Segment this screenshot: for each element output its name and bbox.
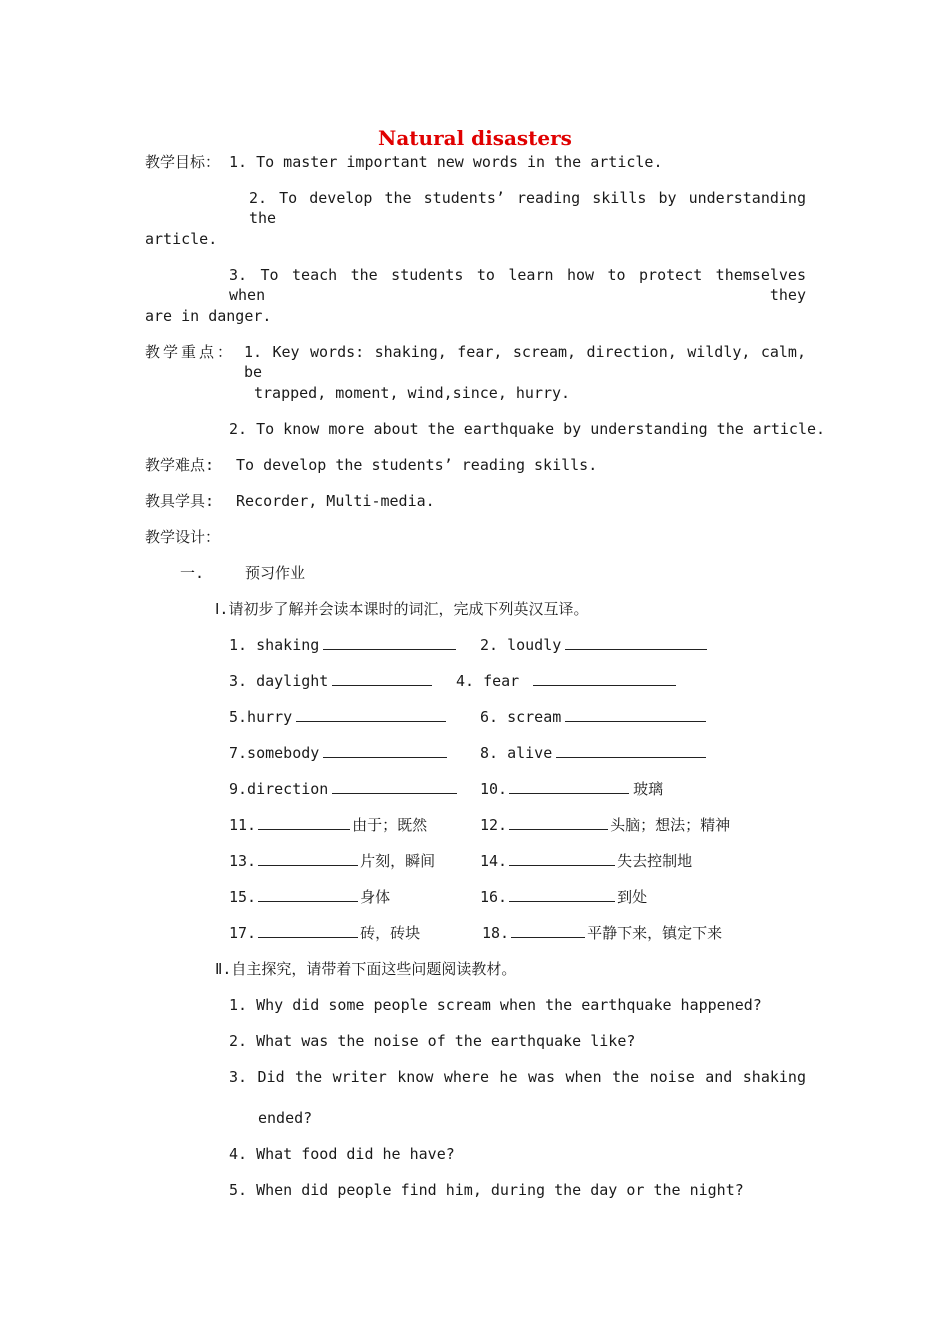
answer-blank[interactable] (332, 779, 457, 794)
vocab-item-2: 2. loudly (480, 635, 711, 655)
section-1-number: 一. (180, 564, 205, 582)
key-points-label: 教学重点： (145, 343, 236, 361)
vocab-item-14: 14. 失去控制地 (480, 852, 693, 870)
objective-1: 1. To master important new words in the article. (229, 153, 663, 171)
section-1-title: 预习作业 (245, 564, 306, 582)
key-points-line-1: 1. Key words: shaking, fear, scream, direction, wildly, calm, be (244, 343, 806, 381)
difficulties-label: 教学难点: (145, 456, 215, 474)
vocab-item-4: 4. fear (456, 671, 680, 691)
answer-blank[interactable] (556, 743, 706, 758)
answer-blank[interactable] (258, 815, 350, 830)
objectives-label: 教学目标： (145, 153, 221, 171)
answer-blank[interactable] (296, 707, 446, 722)
vocab-item-8: 8. alive (480, 743, 710, 763)
question-3-cont: ended? (258, 1109, 313, 1127)
question-3: 3. Did the writer know where he was when the noise and shaking (229, 1068, 806, 1086)
answer-blank[interactable] (323, 635, 456, 650)
vocab-item-5: 5.hurry (229, 707, 450, 727)
answer-blank[interactable] (258, 851, 358, 866)
question-1: 1. Why did some people scream when the earthquake happened? (229, 996, 762, 1014)
objective-3-cont: are in danger. (145, 307, 272, 325)
answer-blank[interactable] (509, 887, 615, 902)
key-points-line-3: 2. To know more about the earthquake by understanding the article. (229, 420, 826, 438)
vocab-item-11: 11. 由于；既然 (229, 816, 428, 834)
answer-blank[interactable] (258, 923, 358, 938)
answer-blank[interactable] (565, 707, 706, 722)
tools-label: 教具学具: (145, 492, 215, 510)
vocab-item-1: 1. shaking (229, 635, 460, 655)
document-title: Natural disasters (378, 126, 572, 150)
vocab-item-12: 12. 头脑；想法；精神 (480, 816, 731, 834)
objective-2-cont: article. (145, 230, 218, 248)
answer-blank[interactable] (511, 923, 585, 938)
vocab-item-6: 6. scream (480, 707, 710, 727)
vocab-item-18: 18. 平静下来，镇定下来 (482, 924, 723, 942)
answer-blank[interactable] (509, 815, 608, 830)
vocab-item-16: 16. 到处 (480, 888, 648, 906)
part-2-heading: Ⅱ.自主探究，请带着下面这些问题阅读教材。 (215, 960, 517, 978)
objective-3: 3. To teach the students to learn how to protect themselves when they (229, 266, 806, 304)
vocab-item-10: 10. 玻璃 (480, 780, 664, 798)
vocab-item-17: 17. 砖，砖块 (229, 924, 421, 942)
part-1-heading: Ⅰ.请初步了解并会读本课时的词汇，完成下列英汉互译。 (215, 600, 589, 618)
question-4: 4. What food did he have? (229, 1145, 455, 1163)
vocab-item-9: 9.direction (229, 779, 461, 799)
answer-blank[interactable] (533, 671, 676, 686)
answer-blank[interactable] (332, 671, 432, 686)
vocab-item-15: 15. 身体 (229, 888, 391, 906)
answer-blank[interactable] (323, 743, 447, 758)
key-points-line-2: trapped, moment, wind,since, hurry. (254, 384, 571, 402)
answer-blank[interactable] (509, 851, 615, 866)
answer-blank[interactable] (258, 887, 358, 902)
question-5: 5. When did people find him, during the day or the night? (229, 1181, 744, 1199)
design-label: 教学设计： (145, 528, 221, 546)
objective-2: 2. To develop the students’ reading skills by understanding the (249, 189, 806, 227)
difficulties-text: To develop the students’ reading skills. (236, 456, 598, 474)
answer-blank[interactable] (509, 779, 629, 794)
tools-text: Recorder, Multi-media. (236, 492, 435, 510)
vocab-item-7: 7.somebody (229, 743, 451, 763)
question-2: 2. What was the noise of the earthquake like? (229, 1032, 636, 1050)
vocab-item-13: 13. 片刻，瞬间 (229, 852, 436, 870)
vocab-item-3: 3. daylight (229, 671, 436, 691)
answer-blank[interactable] (565, 635, 707, 650)
